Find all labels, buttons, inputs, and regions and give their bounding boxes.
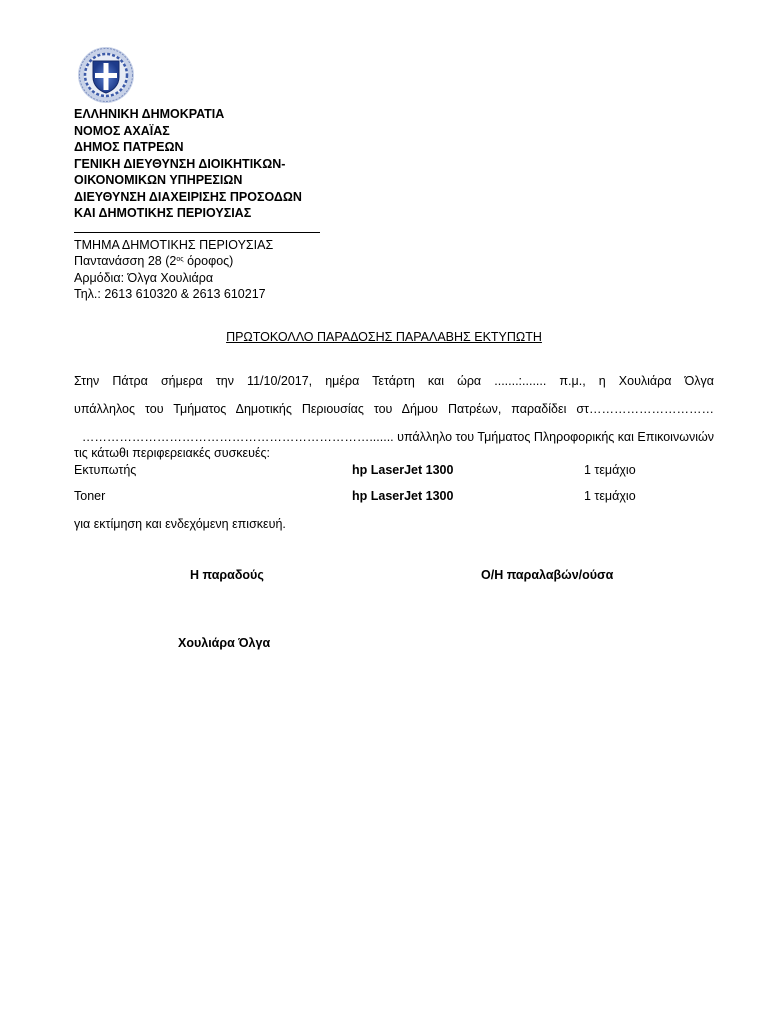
giver-label: Η παραδούς xyxy=(190,568,264,582)
address-text: Παντανάσση 28 (2 xyxy=(74,254,177,269)
item-quantity: 1 τεμάχιο xyxy=(584,489,636,503)
greek-coat-of-arms-icon xyxy=(77,46,135,104)
header-divider xyxy=(74,232,320,233)
header-line: ΟΙΚΟΝΟΜΙΚΩΝ ΥΠΗΡΕΣΙΩΝ xyxy=(74,173,243,187)
closing-text: για εκτίμηση και ενδεχόμενη επισκευή. xyxy=(74,517,286,531)
header-line: ΝΟΜΟΣ ΑΧΑΪΑΣ xyxy=(74,123,170,138)
item-model: hp LaserJet 1300 xyxy=(352,463,454,477)
department-name: ΤΜΗΜΑ ΔΗΜΟΤΙΚΗΣ ΠΕΡΙΟΥΣΙΑΣ xyxy=(74,238,274,252)
department-phone: Τηλ.: 2613 610320 & 2613 610217 xyxy=(74,286,266,301)
item-quantity: 1 τεμάχιο xyxy=(584,463,636,477)
body-line-4: τις κάτωθι περιφερειακές συσκευές: xyxy=(74,446,271,460)
document-title: ΠΡΩΤΟΚΟΛΛΟ ΠΑΡΑΔΟΣΗΣ ΠΑΡΑΛΑΒΗΣ ΕΚΤΥΠΩΤΗ xyxy=(226,330,542,344)
department-address xyxy=(74,253,273,269)
receiver-label: Ο/Η παραλαβών/ούσα xyxy=(481,568,614,582)
header-line: ΕΛΛΗΝΙΚΗ ΔΗΜΟΚΡΑΤΙΑ xyxy=(74,107,225,121)
body-line-2: υπάλληλος του Τμήματος Δημοτικής Περιουσίας του Δήμου Πατρέων, παραδίδει στ………………………… xyxy=(74,402,714,416)
header-line: ΚΑΙ ΔΗΜΟΤΙΚΗΣ ΠΕΡΙΟΥΣΙΑΣ xyxy=(74,206,252,220)
body-line-1: Στην Πάτρα σήμερα την 11/10/2017, ημέρα Τετάρτη και ώρα .......:....... π.μ., η Χουλιάρα Όλγα xyxy=(74,374,714,388)
header-line: ΓΕΝΙΚΗ ΔΙΕΥΘΥΝΣΗ ΔΙΟΙΚΗΤΙΚΩΝ- xyxy=(74,156,286,171)
floor-superscript: ος xyxy=(176,256,184,264)
item-device: Εκτυπωτής xyxy=(74,463,137,477)
issuer-header xyxy=(74,106,302,222)
item-model: hp LaserJet 1300 xyxy=(352,489,454,503)
header-line: ΔΗΜΟΣ ΠΑΤΡΕΩΝ xyxy=(74,140,184,154)
department-contact: Αρμόδια: Όλγα Χουλιάρα xyxy=(74,270,214,285)
giver-name: Χουλιάρα Όλγα xyxy=(178,636,271,650)
department-info xyxy=(74,237,273,302)
address-floor: όροφος) xyxy=(183,254,234,269)
body-line-3: ……………………………………………………………....... υπάλληλο του Τμήματος Πληροφορικής και Επικοινωνιών xyxy=(81,430,714,444)
header-line: ΔΙΕΥΘΥΝΣΗ ΔΙΑΧΕΙΡΙΣΗΣ ΠΡΟΣΟΔΩΝ xyxy=(74,189,302,204)
item-device: Toner xyxy=(74,489,106,503)
